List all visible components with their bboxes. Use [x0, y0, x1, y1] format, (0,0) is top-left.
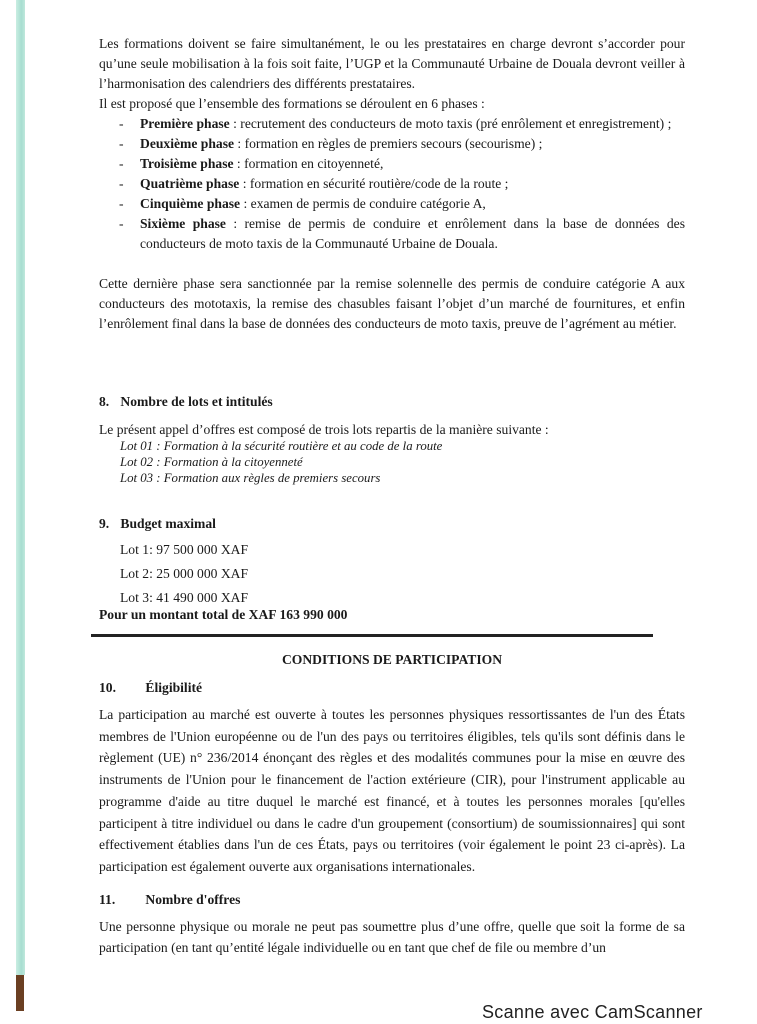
phase-text: : formation en règles de premiers secours (secourisme) ; — [234, 136, 543, 151]
section-number: 11. — [99, 892, 116, 907]
budget-line: Lot 1: 97 500 000 XAF — [120, 542, 249, 557]
camscanner-watermark: Scanne avec CamScanner — [482, 1002, 703, 1022]
section-11-heading — [99, 890, 685, 910]
section-title: Nombre d'offres — [145, 892, 241, 907]
lot-item: Lot 01 : Formation à la sécurité routière et au code de la route — [120, 439, 443, 453]
budget-line: Lot 2: 25 000 000 XAF — [120, 566, 249, 581]
phase-label: Cinquième phase — [140, 196, 241, 211]
section-number: 10. — [99, 680, 116, 695]
closing-paragraph: Cette dernière phase sera sanctionnée par la remise solennelle des permis de conduire catégorie A aux conducteurs des mototaxis, la remise des chasubles faisant l’objet d’un marché de fournitures, et enfin l’enrôlement final dans la base de données des conducteurs de moto taxis, preuve de l’agrément au métier. — [99, 276, 685, 331]
phase-label: Quatrième phase — [140, 176, 240, 191]
scan-edge-strip-bottom — [16, 975, 24, 1011]
phase-item — [99, 154, 685, 174]
intro-section — [99, 34, 685, 114]
phase-label: Sixième phase — [140, 216, 226, 231]
phase-item — [99, 134, 685, 154]
lot-item: Lot 03 : Formation aux règles de premiers secours — [120, 471, 381, 485]
intro-paragraph: Les formations doivent se faire simultanément, le ou les prestataires en charge devront s’accorder pour qu’une seule mobilisation à la fois soit faite, l’UGP et la Communauté Urbaine de Douala devront veiller à l’harmonisation des calendriers des différents prestataires. — [99, 36, 685, 91]
bullet-dash: - — [119, 176, 124, 191]
conditions-title: CONDITIONS DE PARTICIPATION — [281, 652, 503, 667]
phases-intro: Il est proposé que l’ensemble des formations se déroulent en 6 phases : — [99, 96, 485, 111]
budget-total: Pour un montant total de XAF 163 990 000 — [99, 607, 348, 622]
section-8-intro: Le présent appel d’offres est composé de trois lots repartis de la manière suivante : — [99, 422, 549, 437]
section-title: Budget maximal — [120, 516, 216, 531]
phase-text: : remise de permis de conduire et enrôlement dans la base de données des conducteurs de moto taxis de la Communauté Urbaine de Douala. — [140, 216, 685, 251]
bullet-dash: - — [119, 116, 124, 131]
section-11-text: Une personne physique ou morale ne peut pas soumettre plus d’une offre, quelle que soit la forme de sa participation (en tant qu’entité légale individuelle ou en tant que chef de file ou membre d’un — [99, 919, 685, 955]
section-title: Éligibilité — [145, 680, 203, 695]
section-10-text: La participation au marché est ouverte à toutes les personnes physiques ressortissantes de l'un des États membres de l'Union européenne ou de l'un des pays ou territoires éligibles, tels qu'ils sont définis dans le règlement (UE) n° 236/2014 énonçant des règles et des modalités communes pour la mise en œuvre des instruments de l'Union pour le financement de l'action extérieure (CIR), pour l'instrument applicable au programme d'aide au titre duquel le marché est financé, et à toutes les personnes morales [qu'elles participent à titre individuel ou dans le cadre d'un groupement (consortium) de soumissionnaires] qui sont effectivement établies dans l'un de ces États, pays ou territoires (voir également le point 23 ci-après). La participation est également ouverte aux organisations internationales. — [99, 707, 685, 874]
bullet-dash: - — [119, 136, 124, 151]
budget-line: Lot 3: 41 490 000 XAF — [120, 590, 249, 605]
bullet-dash: - — [119, 196, 124, 211]
phase-label: Deuxième phase — [140, 136, 235, 151]
lot-item: Lot 02 : Formation à la citoyenneté — [120, 455, 303, 469]
section-9-heading — [99, 514, 685, 534]
phase-text: : recrutement des conducteurs de moto taxis (pré enrôlement et enregistrement) ; — [229, 116, 672, 131]
scan-edge-strip — [16, 0, 25, 975]
lots-list — [99, 438, 706, 486]
phase-label: Troisième phase — [140, 156, 234, 171]
section-divider — [91, 634, 653, 637]
phase-item — [99, 174, 685, 194]
phase-label: Première phase — [140, 116, 230, 131]
phase-text: : formation en citoyenneté, — [233, 156, 384, 171]
phase-item — [99, 194, 685, 214]
bullet-dash: - — [119, 216, 124, 231]
budget-list — [99, 540, 685, 608]
section-10-heading — [99, 678, 685, 698]
phases-list — [99, 114, 685, 254]
section-title: Nombre de lots et intitulés — [120, 394, 273, 409]
phase-text: : formation en sécurité routière/code de la route ; — [239, 176, 509, 191]
bullet-dash: - — [119, 156, 124, 171]
phase-text: : examen de permis de conduire catégorie A, — [240, 196, 486, 211]
section-number: 9. — [99, 516, 110, 531]
section-number: 8. — [99, 394, 110, 409]
phase-item — [99, 214, 685, 254]
phase-item — [99, 114, 685, 134]
section-8-heading — [99, 392, 685, 412]
